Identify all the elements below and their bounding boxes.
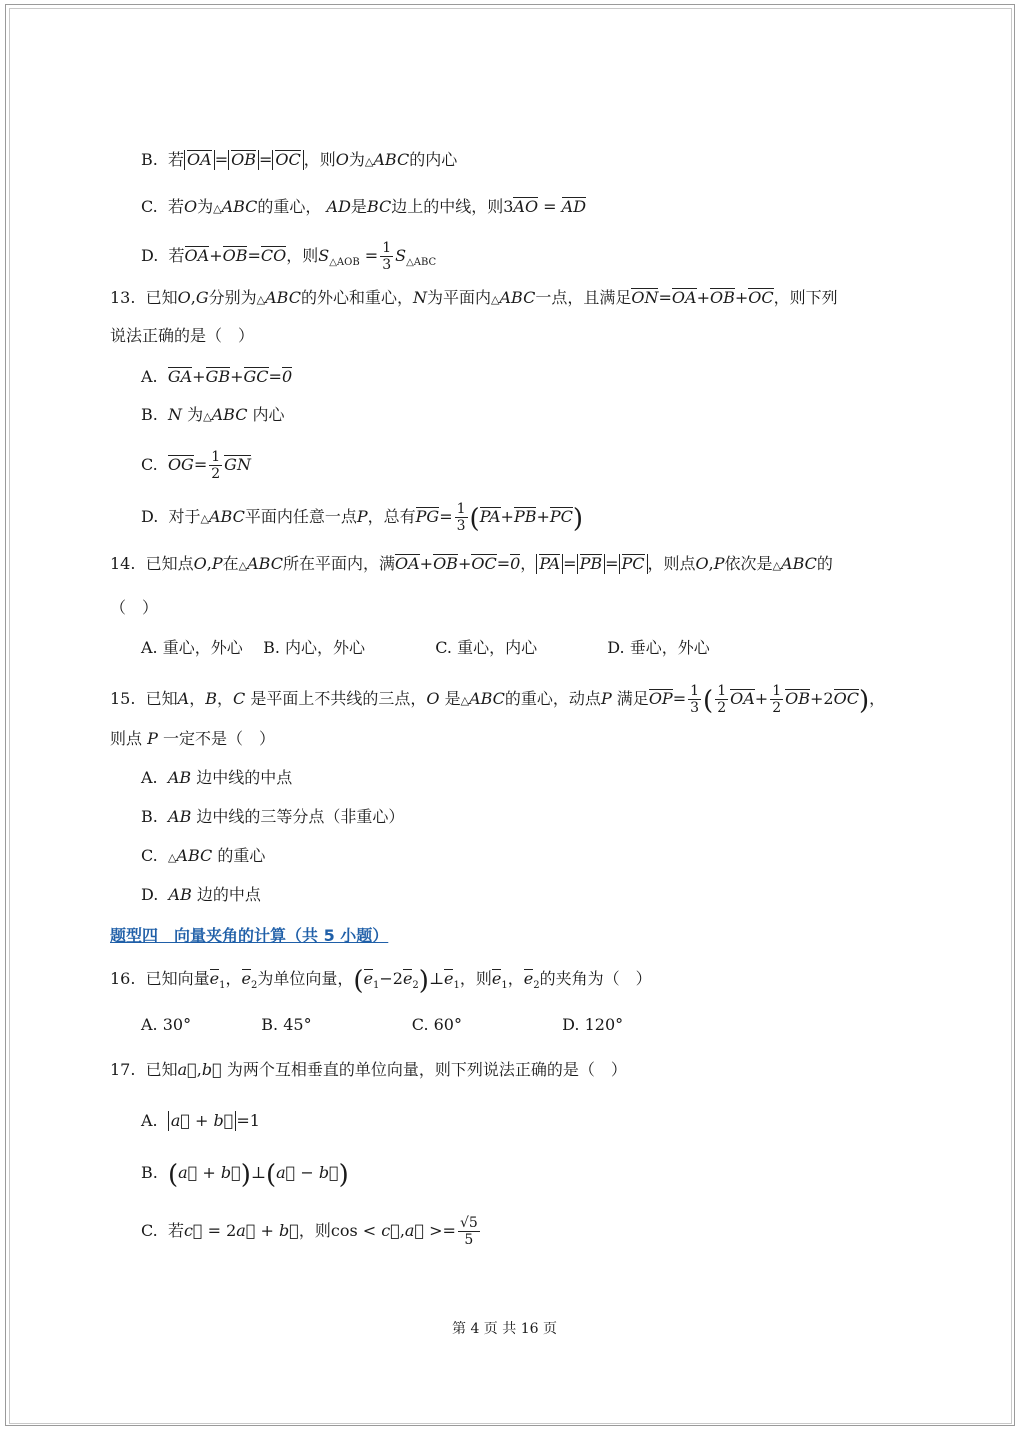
page-inner-border [9, 8, 1012, 1424]
q17-option-a: A. a⃗ + b⃗ =1 [141, 1111, 260, 1130]
q13-option-d: D. 对于△ABC平面内任意一点P，总有PG= $\frac{1}{3}$ (PA+PB+PC) [141, 501, 584, 534]
q13-option-a: A. GA+GB+GC=0 [141, 367, 293, 386]
q14-option-b: B. 内心，外心 [263, 638, 366, 657]
q16-option-b: B. 45° [261, 1015, 312, 1034]
q15-option-c: C. △ABC 的重心 [141, 846, 266, 865]
page-footer: 第 4 页 共 16 页 [452, 1321, 557, 1337]
q12-option-b: B. 若 OA = OB = OC ，则O为△ABC的内心 [141, 150, 458, 169]
q12-option-c: C. 若O为△ABC的重心， AD是BC边上的中线，则3AO = AD [141, 197, 587, 216]
q13-stem: 13. 已知O,G分别为△ABC的外心和重心，N为平面内△ABC一点，且满足ON=OA+OB+OC，则下列 [110, 288, 838, 307]
q15-stem-line2: 则点 P 一定不是（ ） [110, 729, 275, 748]
q14-options [141, 638, 710, 658]
q13-option-b: B. N 为△ABC 内心 [141, 405, 285, 424]
q16-options [141, 1015, 623, 1035]
q16-option-a: A. 30° [141, 1015, 192, 1034]
q13-option-c: C. OG= $\frac{1}{2}$ GN [141, 449, 251, 482]
q15-option-a: A. AB 边中线的中点 [141, 768, 293, 787]
q16-stem: 16. 已知向量$e_1$，$e_2$为单位向量，$(e_1-2e_2)\perp e_1$，则$e_1$，$e_2$的夹角为（ ） [110, 966, 652, 996]
q16-option-c: C. 60° [411, 1015, 462, 1034]
q15-stem: 15. 已知A，B，C 是平面上不共线的三点，O 是△ABC的重心，动点P 满足OP= $\frac{1}{3}$ ( $\frac{1}{2}$ OA+ $\frac{1}{2}$ OB+2OC)， [110, 683, 886, 716]
q17-option-b: B. (a⃗ + b⃗)⊥(a⃗ − b⃗) [141, 1160, 349, 1190]
q16-option-d: D. 120° [562, 1015, 624, 1034]
q14-option-a: A. 重心，外心 [141, 638, 243, 657]
q14-stem-line2: （ ） [110, 598, 159, 617]
q12-option-d: D. 若OA+OB=CO，则$S_{\triangle AOB}$ = $\frac{1}{3}$ $S_{\triangle ABC}$ [141, 240, 437, 273]
q14-option-c: C. 重心，内心 [435, 638, 538, 657]
q14-stem: 14. 已知点O,P在△ABC所在平面内，满OA+OB+OC=0， PA = PB = PC ，则点O,P依次是△ABC的 [110, 554, 833, 573]
q15-option-d: D. AB 边的中点 [141, 885, 261, 904]
q15-option-b: B. AB 边中线的三等分点（非重心） [141, 807, 405, 826]
q17-stem: 17. 已知a⃗,b⃗ 为两个互相垂直的单位向量，则下列说法正确的是（ ） [110, 1060, 627, 1079]
q13-stem-line2: 说法正确的是（ ） [110, 326, 255, 345]
q17-option-c: C. 若c⃗ = 2a⃗ + b⃗，则cos < c⃗,a⃗ >= $\frac{√5}{5}$ [141, 1215, 478, 1248]
q14-option-d: D. 垂心，外心 [607, 638, 710, 657]
section-heading: 题型四 向量夹角的计算（共 5 小题） [110, 926, 389, 945]
